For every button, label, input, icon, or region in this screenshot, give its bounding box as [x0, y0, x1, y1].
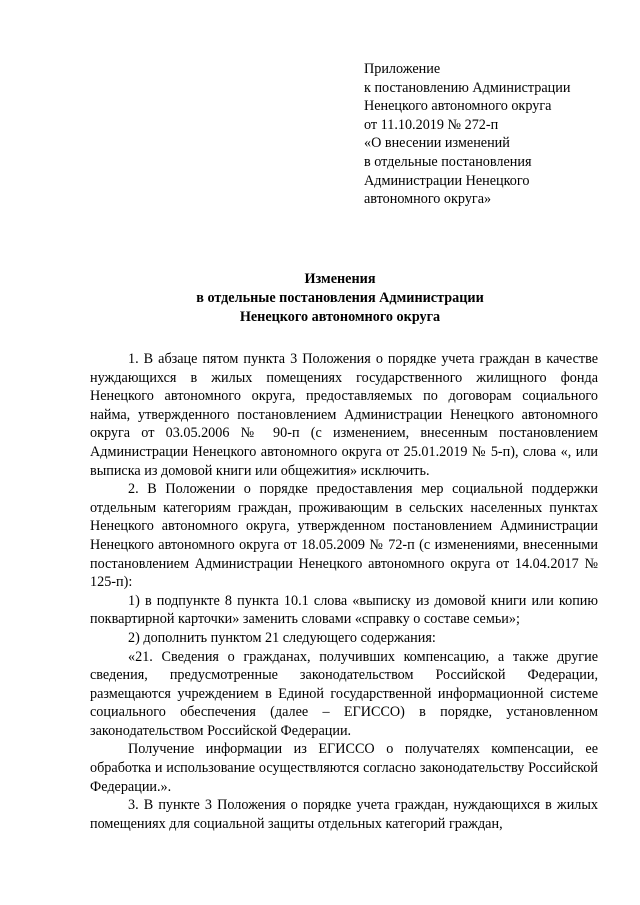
annex-line: от 11.10.2019 № 272-п	[364, 116, 499, 133]
title-line: Изменения	[304, 271, 376, 287]
annex-line: Приложение	[364, 61, 441, 77]
annex-line: Ненецкого автономного округа	[364, 98, 552, 115]
annex-line: к постановлению Администрации	[364, 79, 571, 96]
paragraph-2: 2. В Положении о порядке предоставления мер социальной поддержки отдельным категориям граждан, проживающим в сельских населенных пунктах Ненецкого автономного округа, утвержденном постановлением Администрации Ненецкого автономного округа от 18.05.2009 № 72-п (с изменениями, внесенными постановлением Администрации Ненецкого автономного округа от 14.04.2017 № 125-п):	[90, 481, 598, 591]
annex-line: «О внесении изменений	[364, 135, 510, 152]
annex-line: в отдельные постановления	[364, 153, 532, 170]
annex-line: автономного округа»	[364, 191, 492, 208]
annex-block	[364, 60, 614, 209]
paragraph-3: 3. В пункте 3 Положения о порядке учета граждан, нуждающихся в жилых помещениях для социальной защиты отдельных категорий граждан,	[90, 797, 598, 832]
paragraph-2-1: 1) в подпункте 8 пункта 10.1 слова «выписку из домовой книги или копию поквартирной карточки» заменить словами «справку о составе семьи»;	[90, 592, 598, 628]
paragraph-quote-egisso: Получение информации из ЕГИССО о получателях компенсации, ее обработка и использование осуществляются согласно законодательству Российской Федерации.».	[90, 741, 598, 795]
paragraph-quote-21: «21. Сведения о гражданах, получивших компенсацию, а также другие сведения, предусмотренные законодательством Российской Федерации, размещаются учреждением в Единой государственной информационной системе социального обеспечения (далее – ЕГИССО) в порядке, установленном законодательством Российской Федерации.	[90, 648, 598, 739]
document-title	[80, 270, 600, 327]
title-line: в отдельные постановления Администрации	[196, 290, 484, 306]
annex-line: Администрации Ненецкого	[364, 172, 530, 189]
paragraph-1: 1. В абзаце пятом пункта 3 Положения о порядке учета граждан в качестве нуждающихся в жилых помещениях государственного жилищного фонда Ненецкого автономного округа, предоставляемых по договорам социального найма, утвержденного постановлением Администрации Ненецкого автономного округа от 03.05.2006 № 90-п (с изменением, внесенным постановлением Администрации Ненецкого автономного округа от 25.01.2019 № 5-п), слова «, или выписка из домовой книги или общежития» исключить.	[90, 351, 598, 479]
title-line: Ненецкого автономного округа	[239, 309, 441, 325]
document-body	[90, 350, 598, 833]
paragraph-2-2: 2) дополнить пунктом 21 следующего содержания:	[128, 629, 436, 646]
